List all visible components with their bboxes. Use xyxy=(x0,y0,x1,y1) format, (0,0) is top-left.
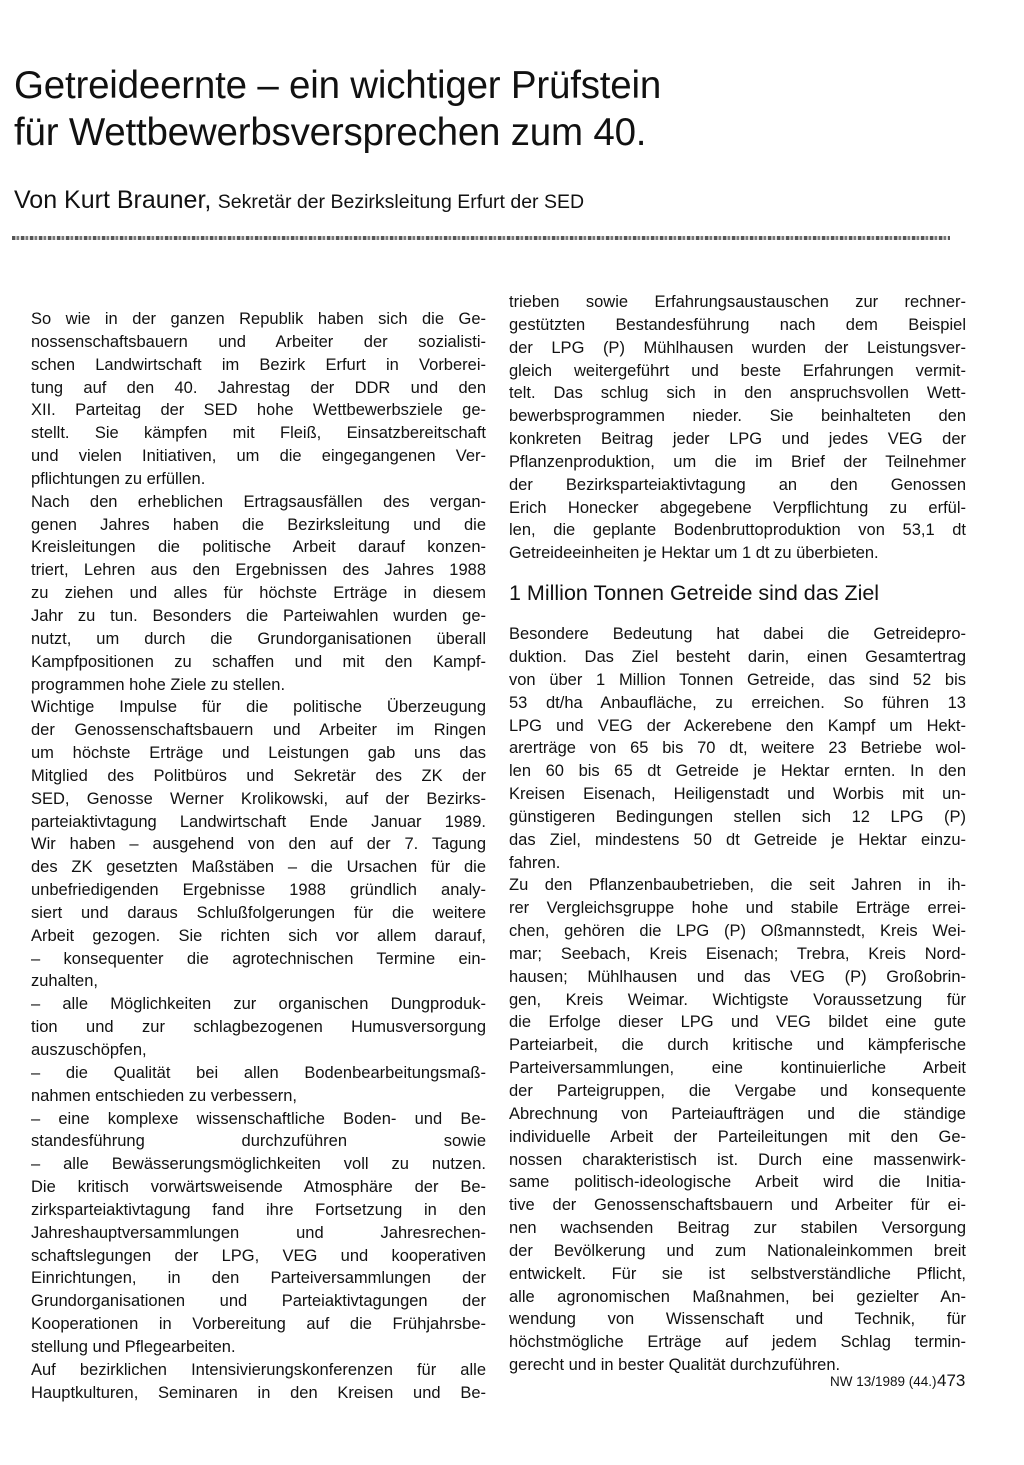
text-line: triert, Lehren aus den Ergebnissen des Jahres 1988 xyxy=(31,561,486,580)
title-line-2: für Wettbewerbsversprechen zum 40. xyxy=(14,111,647,154)
byline xyxy=(14,186,1004,216)
text-line: – alle Bewässerungsmöglichkeiten voll zu nutzen. xyxy=(31,1155,486,1174)
text-line: gleich weitergeführt und beste Erfahrungen vermit- xyxy=(509,361,966,380)
left-column xyxy=(31,308,486,1405)
text-line: konkreten Beitrag jeder LPG und jedes VEG der xyxy=(509,430,966,449)
byline-author: Von Kurt Brauner, xyxy=(14,186,212,214)
text-line: trieben sowie Erfahrungsaustauschen zur rechner- xyxy=(509,293,966,311)
text-line: der Parteigruppen, die Vergabe und konsequente xyxy=(509,1082,966,1100)
text-line: unbefriedigenden Ergebnisse 1988 gründlich analy- xyxy=(31,881,486,900)
text-line: Einrichtungen, in den Parteiversammlungen der xyxy=(31,1269,486,1288)
text-line: der Bevölkerung und zum Nationaleinkommen breit xyxy=(509,1241,966,1260)
text-line: gestützten Bestandesführung nach dem Beispiel xyxy=(509,315,966,334)
text-line: günstigeren Bedingungen stellen sich 12 LPG (P) xyxy=(509,807,966,826)
text-line: nossenschaftsbauern und Arbeiter der sozialisti- xyxy=(31,332,486,351)
text-line: fahren. xyxy=(509,853,561,872)
text-line: Kreisleitungen die politische Arbeit darauf konzen- xyxy=(31,538,486,557)
text-line: von über 1 Million Tonnen Getreide, das sind 52 bis xyxy=(509,670,966,689)
text-line: stellt. Sie kämpfen mit Fleiß, Einsatzbereitschaft xyxy=(31,424,486,443)
text-line: um höchste Erträge und Leistungen gab uns das xyxy=(31,744,486,763)
title-line-1: Getreideernte – ein wichtiger Prüfstein xyxy=(14,64,662,107)
section-heading: 1 Million Tonnen Getreide sind das Ziel xyxy=(509,581,880,606)
text-line: zirksparteiaktivtagung fand ihre Fortsetzung in den xyxy=(31,1200,486,1219)
text-line: Zu den Pflanzenbaubetrieben, die seit Jahren in ih- xyxy=(509,876,966,895)
text-line: nahmen entschieden zu verbessern, xyxy=(31,1086,297,1105)
text-line: Grundorganisationen und Parteiaktivtagungen der xyxy=(31,1292,486,1311)
text-line: So wie in der ganzen Republik haben sich die Ge- xyxy=(31,310,486,328)
text-line: len, die geplante Bodenbruttoproduktion von 53,1 dt xyxy=(509,521,966,540)
text-line: Die kritisch vorwärtsweisende Atmosphäre der Be- xyxy=(31,1178,486,1197)
text-line: wendung von Wissenschaft und Technik, für xyxy=(509,1310,966,1329)
text-line: – die Qualität bei allen Bodenbearbeitungsmaß- xyxy=(31,1063,486,1082)
text-line: Wir haben – ausgehend von den auf der 7. Tagung xyxy=(31,835,486,854)
text-line: der LPG (P) Mühlhausen wurden der Leistungsver- xyxy=(509,338,966,357)
text-line: pflichtungen zu erfüllen. xyxy=(31,469,206,488)
text-line: genen Jahres haben die Bezirksleitung und die xyxy=(31,515,486,534)
text-line: Kooperationen in Vorbereitung auf die Frühjahrsbe- xyxy=(31,1315,486,1334)
text-line: arerträge von 65 bis 70 dt, weitere 23 Betriebe wol- xyxy=(509,739,966,758)
text-line: stellung und Pflegearbeiten. xyxy=(31,1337,236,1356)
text-line: gerecht und in bester Qualität durchzuführen. xyxy=(509,1356,841,1375)
text-line: nutzt, um durch die Grundorganisationen überall xyxy=(31,629,486,648)
text-line: – konsequenter die agrotechnischen Termine ein- xyxy=(31,949,486,968)
article-title xyxy=(14,62,994,156)
issue-reference: NW 13/1989 (44.) xyxy=(830,1374,937,1389)
text-line: LPG und VEG der Ackerebene den Kampf um Hekt- xyxy=(509,716,966,735)
text-line: duktion. Das Ziel besteht darin, einen Gesamtertrag xyxy=(509,647,966,666)
byline-role: Sekretär der Bezirksleitung Erfurt der SED xyxy=(217,191,585,213)
right-column-top xyxy=(509,291,966,565)
title-rule xyxy=(12,236,950,240)
text-line: gen, Kreis Weimar. Wichtigste Voraussetzung für xyxy=(509,990,966,1009)
text-line: Jahr zu tun. Besonders die Parteiwahlen wurden ge- xyxy=(31,606,486,625)
text-line: und vielen Initiativen, um die eingegangenen Ver- xyxy=(31,447,486,466)
text-line: hausen; Mühlhausen und das VEG (P) Großobrin- xyxy=(509,967,966,986)
page-number: 473 xyxy=(937,1371,966,1390)
text-line: alle agronomischen Maßnahmen, bei gezielter An- xyxy=(509,1287,966,1306)
text-line: Getreideeinheiten je Hektar um 1 dt zu überbieten. xyxy=(509,544,879,563)
text-line: tung auf den 40. Jahrestag der DDR und den xyxy=(31,378,486,397)
text-line: auszuschöpfen, xyxy=(31,1041,147,1059)
text-line: schaftslegungen der LPG, VEG und kooperativen xyxy=(31,1246,486,1265)
text-line: Wichtige Impulse für die politische Überzeugung xyxy=(31,698,486,717)
text-line: programmen hohe Ziele zu stellen. xyxy=(31,675,286,694)
text-line: Parteiversammlungen, eine kontinuierliche Arbeit xyxy=(509,1059,966,1078)
text-line: bewerbsprogrammen nieder. Sie beinhalteten den xyxy=(509,407,966,426)
text-line: siert und daraus Schlußfolgerungen für die weitere xyxy=(31,903,486,922)
text-line: Hauptkulturen, Seminaren in den Kreisen und Be- xyxy=(31,1383,486,1402)
text-line: Kampfpositionen zu schaffen und mit den Kampf- xyxy=(31,652,486,671)
text-line: Auf bezirklichen Intensivierungskonferenzen für alle xyxy=(31,1360,486,1379)
text-line: tive der Genossenschaftsbauern und Arbeiter für ei- xyxy=(509,1196,966,1215)
text-line: chen, gehören die LPG (P) Oßmannstedt, Kreis Wei- xyxy=(509,922,966,941)
text-line: individuelle Arbeit der Parteileitungen mit den Ge- xyxy=(509,1127,966,1146)
text-line: Nach den erheblichen Ertragsausfällen des vergan- xyxy=(31,492,486,511)
text-line: tion und zur schlagbezogenen Humusversorgung xyxy=(31,1018,486,1037)
text-line: zuhalten, xyxy=(31,972,98,991)
right-column-bottom xyxy=(509,623,966,1377)
text-line: höchstmögliche Erträge auf jedem Schlag termin- xyxy=(509,1333,966,1352)
text-line: der Bezirksparteiaktivtagung an den Genossen xyxy=(509,475,966,494)
text-line: Pflanzenproduktion, um die im Brief der Teilnehmer xyxy=(509,452,966,471)
text-line: rer Vergleichsgruppe hohe und stabile Erträge errei- xyxy=(509,899,966,918)
text-line: der Genossenschaftsbauern und Arbeiter im Ringen xyxy=(31,721,486,740)
text-line: Erich Honecker abgegebene Verpflichtung zu erfül- xyxy=(509,498,966,517)
right-column xyxy=(509,291,966,1377)
text-line: Abrechnung von Parteiaufträgen und die ständige xyxy=(509,1104,966,1123)
text-line: 53 dt/ha Anbaufläche, zu erreichen. So führen 13 xyxy=(509,693,966,712)
text-line: Besondere Bedeutung hat dabei die Getreidepro- xyxy=(509,625,966,644)
text-line: Parteiarbeit, die durch kritische und kämpferische xyxy=(509,1036,966,1055)
text-line: zu ziehen und alles für höchste Erträge in diesem xyxy=(31,584,486,603)
text-line: nen wachsenden Beitrag zur stabilen Versorgung xyxy=(509,1219,966,1238)
text-line: Mitglied des Politbüros und Sekretär des ZK der xyxy=(31,766,486,785)
text-line: same politisch-ideologische Arbeit wird die Initia- xyxy=(509,1173,966,1192)
text-line: XII. Parteitag der SED hohe Wettbewerbsziele ge- xyxy=(31,401,486,420)
text-line: schen Landwirtschaft im Bezirk Erfurt in Vorberei- xyxy=(31,355,486,374)
text-line: len 60 bis 65 dt Getreide je Hektar ernten. In den xyxy=(509,762,966,781)
text-line: die Erfolge dieser LPG und VEG bildet eine gute xyxy=(509,1013,966,1032)
text-line: SED, Genosse Werner Krolikowski, auf der Bezirks- xyxy=(31,789,486,808)
text-line: nossen charakteristisch ist. Durch eine massenwirk- xyxy=(509,1150,966,1169)
text-line: Kreisen Eisenach, Heiligenstadt und Worbis mit un- xyxy=(509,785,966,804)
text-line: standesführung durchzuführen sowie xyxy=(31,1132,486,1151)
text-line: des ZK gesetzten Maßstäben – die Ursachen für die xyxy=(31,858,486,877)
text-line: – eine komplexe wissenschaftliche Boden- und Be- xyxy=(31,1109,486,1128)
text-line: – alle Möglichkeiten zur organischen Dungproduk- xyxy=(31,995,486,1014)
text-line: parteiaktivtagung Landwirtschaft Ende Januar 1989. xyxy=(31,812,486,831)
text-line: telt. Das schlug sich in den anspruchsvollen Wett- xyxy=(509,384,966,403)
text-line: mar; Seebach, Kreis Eisenach; Trebra, Kreis Nord- xyxy=(509,944,966,963)
text-line: das Ziel, mindestens 50 dt Getreide je Hektar einzu- xyxy=(509,830,966,849)
text-line: Arbeit gezogen. Sie richten sich vor allem darauf, xyxy=(31,926,486,945)
text-line: Jahreshauptversammlungen und Jahresrechen- xyxy=(31,1223,486,1242)
text-line: entwickelt. Für sie ist selbstverständliche Pflicht, xyxy=(509,1264,966,1283)
